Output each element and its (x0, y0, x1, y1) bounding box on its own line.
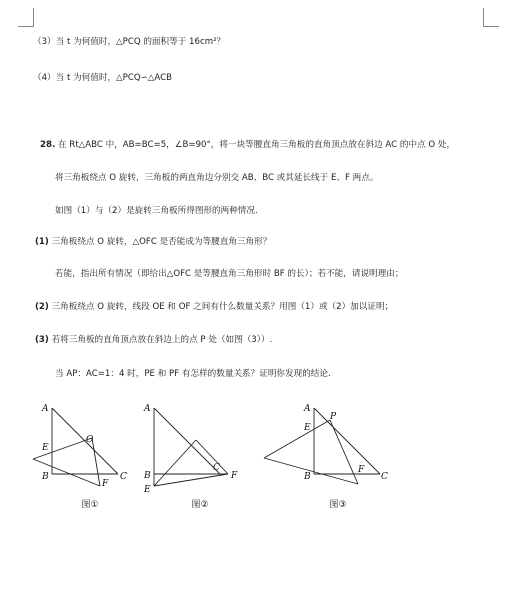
crop-mark-right-horizontal (483, 26, 499, 27)
subquestion-1 (35, 236, 271, 248)
problem-28-intro-3: 如图（1）与（2）是旋转三角板所得图形的两种情况. (55, 206, 258, 216)
label-p: P (330, 412, 337, 422)
triangle-edge-of (92, 438, 100, 486)
figure-2-caption: 图② (191, 500, 209, 510)
figure-1-diagram (28, 398, 138, 498)
label-c: C (213, 463, 220, 473)
figure-2 (140, 398, 250, 498)
figure-1-caption: 图① (81, 500, 99, 510)
subquestion-3-text: 若将三角板的直角顶点放在斜边上的点 P 处（如图（3））. (51, 335, 273, 345)
label-o: O (86, 435, 94, 445)
problem-28-intro-text: 在 Rt△ABC 中，AB=BC=5，∠B=90°，将一块等腰直角三角板的直角顶点放在斜边 AC 的中点 O 处， (57, 140, 456, 150)
subquestion-3-number: (3) (35, 335, 49, 345)
subquestion-3-detail: 当 AP：AC=1：4 时，PE 和 PF 有怎样的数量关系？证明你发现的结论. (55, 369, 331, 379)
problem-28-intro-2: 将三角板绕点 O 旋转，三角板的两直角边分别交 AB、BC 或其延长线于 E、F 两点。 (55, 173, 379, 183)
side-ac (314, 408, 380, 474)
label-f: F (231, 471, 238, 481)
side-ac (52, 408, 118, 474)
subquestion-2-number: (2) (35, 302, 49, 312)
subquestion-1-number: (1) (35, 237, 49, 247)
problem-28-intro (40, 139, 455, 151)
side-ac (154, 408, 220, 474)
triangle-edge-oe (154, 440, 196, 486)
label-a: A (42, 404, 49, 414)
figure-2-diagram (140, 398, 250, 498)
label-b: B (304, 472, 311, 482)
label-e: E (304, 423, 311, 433)
figure-3-caption: 图③ (329, 500, 347, 510)
triangle-hypotenuse (264, 458, 358, 484)
label-c: C (120, 472, 127, 482)
label-b: B (42, 472, 49, 482)
triangle-edge-of (196, 440, 228, 474)
question-4-text: （4）当 t 为何值时，△PCQ∽△ACB (33, 73, 173, 83)
label-f: F (358, 465, 365, 475)
label-c: C (381, 472, 388, 482)
question-3-text: （3）当 t 为何值时，△PCQ 的面积等于 16cm²？ (33, 37, 226, 47)
triangle-edge-pe (264, 420, 330, 458)
label-f: F (102, 479, 109, 489)
problem-number: 28. (40, 140, 56, 150)
label-a: A (144, 404, 151, 414)
crop-mark-left-vertical (33, 8, 34, 26)
subquestion-2 (35, 301, 393, 313)
figure-1 (28, 398, 138, 498)
subquestion-1-detail: 若能，指出所有情况（即给出△OFC 是等腰直角三角形时 BF 的长）；若不能，请说明理由； (55, 269, 404, 279)
label-b: B (144, 471, 151, 481)
label-e: E (144, 485, 151, 495)
figure-3-diagram (260, 398, 390, 498)
subquestion-2-text: 三角板绕点 O 旋转，线段 OE 和 OF 之间有什么数量关系？用图（1）或（2）加以证明； (51, 302, 394, 312)
label-e: E (42, 443, 49, 453)
subquestion-3 (35, 334, 272, 346)
crop-mark-right-vertical (483, 8, 484, 26)
label-a: A (304, 404, 311, 414)
figure-3 (260, 398, 390, 498)
subquestion-1-text: 三角板绕点 O 旋转，△OFC 是否能成为等腰直角三角形？ (51, 237, 272, 247)
crop-mark-left-horizontal (18, 26, 34, 27)
triangle-hypotenuse (154, 474, 228, 486)
